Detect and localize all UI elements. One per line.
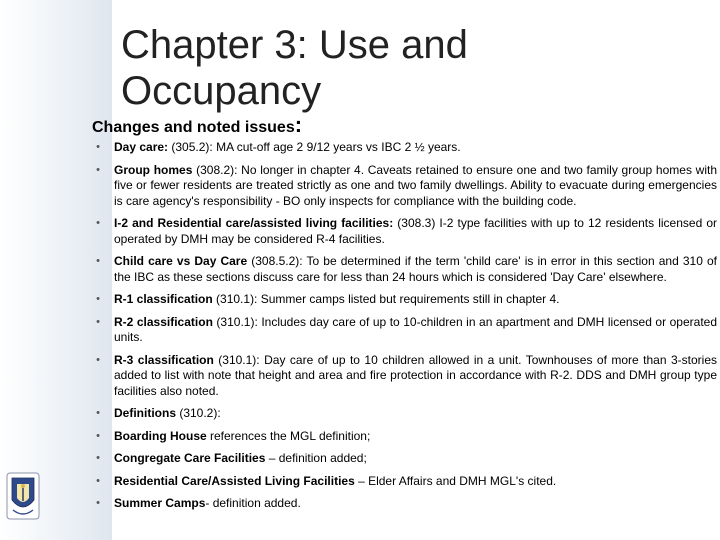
- slide-title: Chapter 3: Use and Occupancy: [121, 23, 468, 113]
- list-item: [92, 140, 717, 156]
- list-item: [92, 429, 717, 445]
- item-heading: Congregate Care Facilities: [114, 451, 266, 465]
- item-text: references the MGL definition;: [206, 428, 371, 443]
- item-text: (305.2): MA cut-off age 2 9/12 years vs IBC 2 ½ years.: [168, 140, 461, 154]
- list-item: [92, 254, 717, 285]
- item-heading: Child care vs Day Care: [114, 254, 248, 268]
- item-text: - definition added.: [205, 496, 301, 510]
- item-text: – definition added;: [265, 451, 367, 465]
- bullet-icon: •: [96, 474, 100, 487]
- bullet-icon: •: [96, 353, 100, 366]
- list-item: [92, 292, 717, 308]
- bullet-icon: •: [96, 429, 100, 442]
- item-heading: R-3 classification: [114, 352, 214, 367]
- item-text: (310.1): Summer camps listed but requirements still in chapter 4.: [212, 292, 560, 306]
- item-heading: R-1 classification: [114, 292, 213, 306]
- item-heading: Day care:: [114, 140, 169, 154]
- bullet-icon: •: [96, 217, 100, 229]
- item-heading: Residential Care/Assisted Living Facilities: [114, 473, 355, 488]
- item-text: (308.3) I-2 type facilities with up to 12 residents licensed or operated by DMH may be considered R-4 facilities.: [114, 216, 718, 246]
- item-text: (310.1): Includes day care of up to 10-children in an apartment and DMH licensed or operated units.: [114, 314, 718, 344]
- item-heading: Boarding House: [114, 428, 207, 443]
- bullet-icon: •: [96, 407, 100, 419]
- item-text: (308.5.2): To be determined if the term 'child care' is in error in this section and 310 of the IBC as these sections discuss care for less than 24 hours which is considered 'Day Care' elsewhere.: [114, 254, 717, 284]
- bullet-icon: •: [96, 497, 100, 509]
- list-item: [92, 406, 717, 422]
- list-item: [92, 353, 717, 400]
- bullet-list: [92, 140, 717, 519]
- item-heading: Definitions: [114, 406, 176, 420]
- bullet-icon: •: [96, 255, 100, 267]
- item-text: (308.2): No longer in chapter 4. Caveats retained to ensure one and two family group homes with five or fewer residents are treated strictly as one and two family dwellings. Ability to evacuate during emergencies is care agency's responsibility - BO only inspects for compliance with the building code.: [114, 162, 717, 208]
- item-heading: I-2 and Residential care/assisted living facilities:: [114, 216, 394, 230]
- subheading-text: Changes and noted issues: [92, 119, 295, 136]
- item-text: (310.1): Day care of up to 10 children allowed in a unit. Townhouses of more than 3-stories added to list with note that height and area and fire protection in accordance with R-2. DDS and DMH group type facilities also noted.: [114, 352, 717, 398]
- list-item: [92, 315, 717, 346]
- bullet-icon: •: [96, 452, 100, 464]
- item-heading: R-2 classification: [114, 314, 213, 329]
- slide-subheading: [92, 112, 302, 138]
- list-item: [92, 216, 717, 247]
- list-item: [92, 496, 717, 512]
- list-item: [92, 163, 717, 210]
- massachusetts-seal-icon: [6, 472, 40, 520]
- list-item: [92, 451, 717, 467]
- item-text: – Elder Affairs and DMH MGL's cited.: [354, 473, 557, 488]
- subheading-colon: :: [294, 112, 303, 137]
- list-item: [92, 474, 717, 490]
- item-heading: Group homes: [114, 162, 193, 177]
- bullet-icon: •: [96, 163, 100, 176]
- bullet-icon: •: [96, 293, 100, 305]
- bullet-icon: •: [96, 315, 100, 328]
- bullet-icon: •: [96, 141, 100, 153]
- item-heading: Summer Camps: [114, 496, 206, 510]
- item-text: (310.2):: [176, 406, 221, 420]
